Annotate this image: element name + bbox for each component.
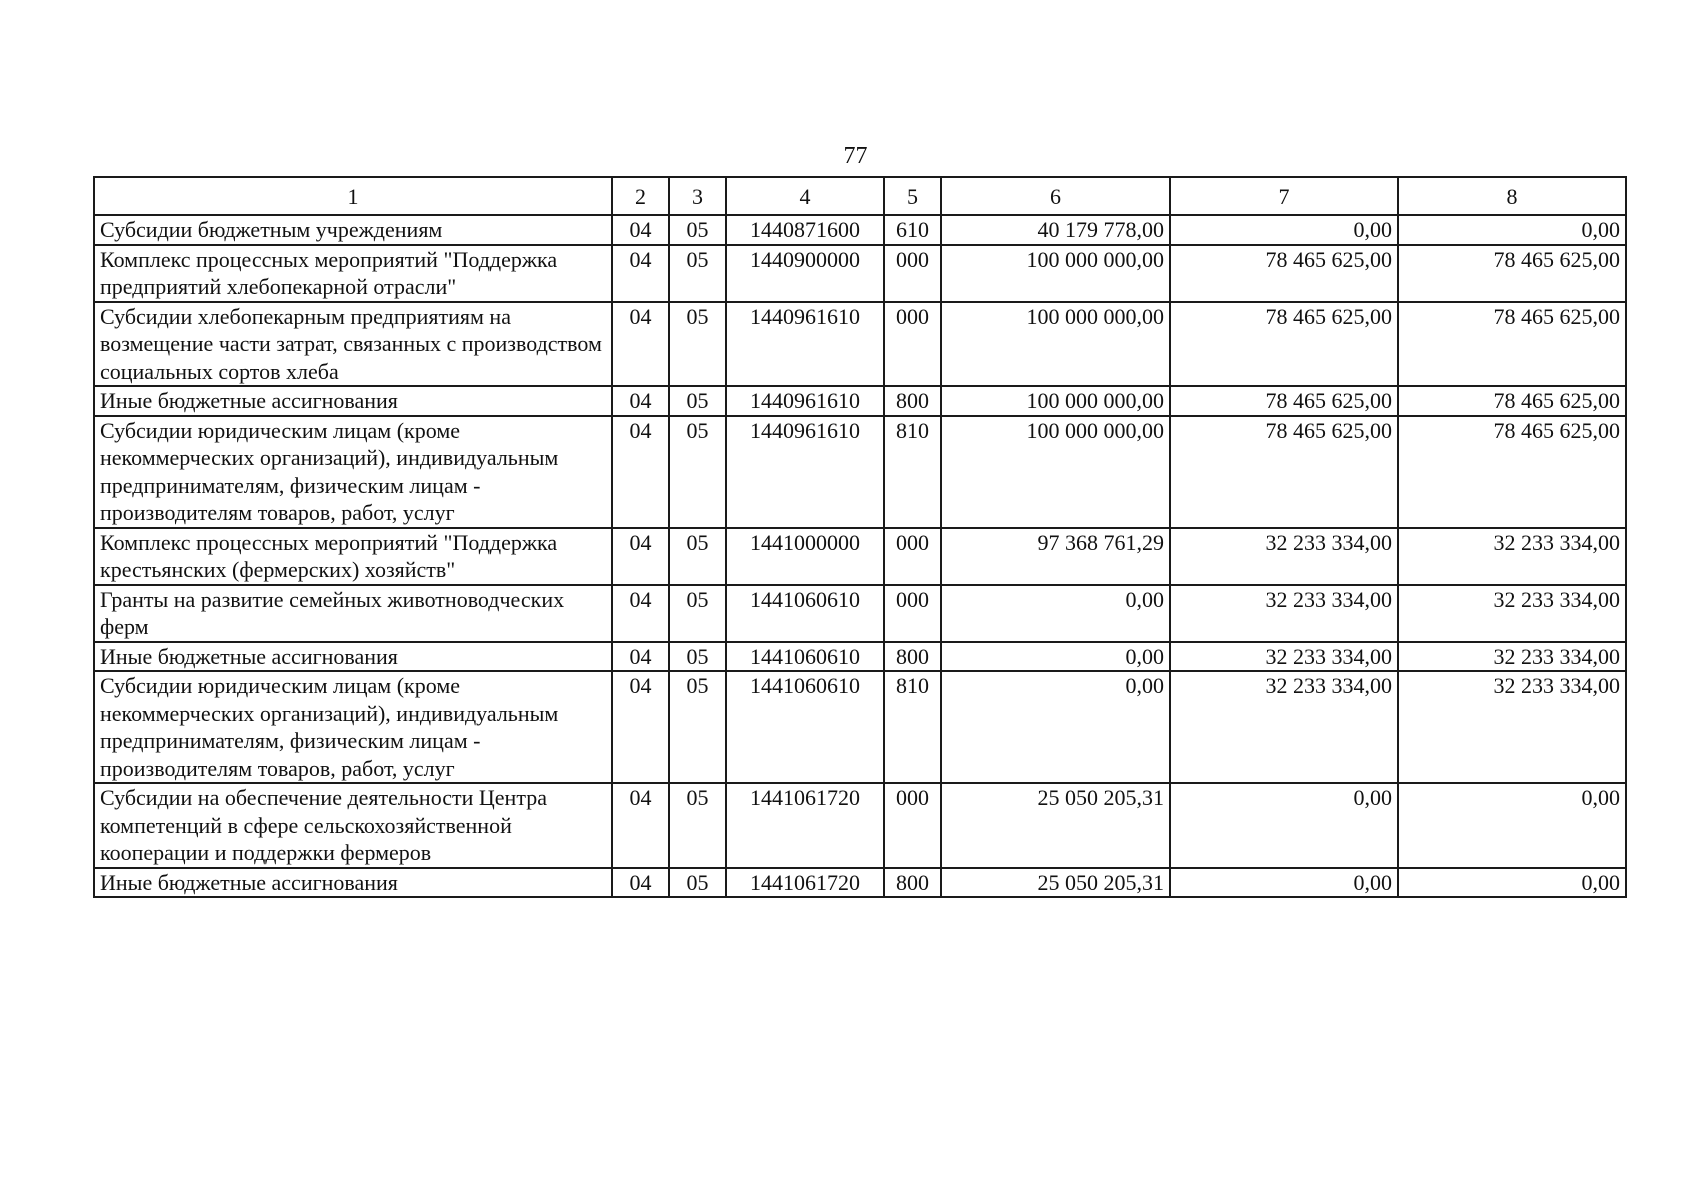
code-section: 04 bbox=[612, 215, 669, 245]
amount-col7: 78 465 625,00 bbox=[1170, 245, 1398, 302]
amount-col8: 0,00 bbox=[1398, 783, 1626, 868]
amount-col6: 100 000 000,00 bbox=[941, 302, 1170, 387]
code-target: 1440961610 bbox=[726, 302, 884, 387]
header-cell: 7 bbox=[1170, 177, 1398, 215]
header-cell: 8 bbox=[1398, 177, 1626, 215]
table-row bbox=[94, 386, 1626, 416]
amount-col6: 100 000 000,00 bbox=[941, 416, 1170, 528]
row-name: Иные бюджетные ассигнования bbox=[94, 386, 612, 416]
code-expense-type: 800 bbox=[884, 386, 941, 416]
code-section: 04 bbox=[612, 302, 669, 387]
table-row bbox=[94, 783, 1626, 868]
amount-col6: 40 179 778,00 bbox=[941, 215, 1170, 245]
amount-col7: 78 465 625,00 bbox=[1170, 416, 1398, 528]
amount-col8: 0,00 bbox=[1398, 215, 1626, 245]
code-subsection: 05 bbox=[669, 215, 726, 245]
table-row bbox=[94, 642, 1626, 672]
code-expense-type: 800 bbox=[884, 642, 941, 672]
header-cell: 2 bbox=[612, 177, 669, 215]
header-cell: 1 bbox=[94, 177, 612, 215]
code-section: 04 bbox=[612, 245, 669, 302]
table-row bbox=[94, 215, 1626, 245]
amount-col7: 32 233 334,00 bbox=[1170, 642, 1398, 672]
table-row bbox=[94, 245, 1626, 302]
code-target: 1441060610 bbox=[726, 585, 884, 642]
amount-col7: 0,00 bbox=[1170, 783, 1398, 868]
code-subsection: 05 bbox=[669, 386, 726, 416]
code-subsection: 05 bbox=[669, 302, 726, 387]
code-target: 1441061720 bbox=[726, 868, 884, 898]
amount-col7: 32 233 334,00 bbox=[1170, 671, 1398, 783]
code-target: 1441060610 bbox=[726, 642, 884, 672]
code-target: 1441000000 bbox=[726, 528, 884, 585]
code-section: 04 bbox=[612, 416, 669, 528]
amount-col6: 0,00 bbox=[941, 671, 1170, 783]
amount-col8: 32 233 334,00 bbox=[1398, 585, 1626, 642]
amount-col8: 32 233 334,00 bbox=[1398, 671, 1626, 783]
row-name: Субсидии на обеспечение деятельности Центра компетенций в сфере сельскохозяйственной кооперации и поддержки фермеров bbox=[94, 783, 612, 868]
amount-col6: 0,00 bbox=[941, 585, 1170, 642]
code-section: 04 bbox=[612, 783, 669, 868]
code-subsection: 05 bbox=[669, 642, 726, 672]
code-target: 1440871600 bbox=[726, 215, 884, 245]
row-name: Субсидии бюджетным учреждениям bbox=[94, 215, 612, 245]
table-row bbox=[94, 671, 1626, 783]
amount-col6: 25 050 205,31 bbox=[941, 868, 1170, 898]
code-target: 1440961610 bbox=[726, 416, 884, 528]
header-cell: 3 bbox=[669, 177, 726, 215]
code-subsection: 05 bbox=[669, 868, 726, 898]
code-expense-type: 800 bbox=[884, 868, 941, 898]
amount-col8: 32 233 334,00 bbox=[1398, 642, 1626, 672]
row-name: Субсидии юридическим лицам (кроме некоммерческих организаций), индивидуальным предпринимателям, физическим лицам - производителям товаров, работ, услуг bbox=[94, 416, 612, 528]
header-row bbox=[94, 177, 1626, 215]
code-target: 1440961610 bbox=[726, 386, 884, 416]
code-target: 1441060610 bbox=[726, 671, 884, 783]
code-expense-type: 610 bbox=[884, 215, 941, 245]
code-expense-type: 810 bbox=[884, 416, 941, 528]
amount-col6: 97 368 761,29 bbox=[941, 528, 1170, 585]
amount-col7: 0,00 bbox=[1170, 215, 1398, 245]
amount-col8: 32 233 334,00 bbox=[1398, 528, 1626, 585]
row-name: Гранты на развитие семейных животноводческих ферм bbox=[94, 585, 612, 642]
amount-col7: 0,00 bbox=[1170, 868, 1398, 898]
amount-col7: 32 233 334,00 bbox=[1170, 528, 1398, 585]
table-row bbox=[94, 868, 1626, 898]
code-expense-type: 810 bbox=[884, 671, 941, 783]
amount-col8: 78 465 625,00 bbox=[1398, 302, 1626, 387]
row-name: Комплекс процессных мероприятий "Поддержка предприятий хлебопекарной отрасли" bbox=[94, 245, 612, 302]
row-name: Иные бюджетные ассигнования bbox=[94, 642, 612, 672]
amount-col8: 78 465 625,00 bbox=[1398, 386, 1626, 416]
amount-col8: 0,00 bbox=[1398, 868, 1626, 898]
amount-col6: 0,00 bbox=[941, 642, 1170, 672]
code-expense-type: 000 bbox=[884, 585, 941, 642]
code-subsection: 05 bbox=[669, 585, 726, 642]
code-section: 04 bbox=[612, 868, 669, 898]
amount-col6: 25 050 205,31 bbox=[941, 783, 1170, 868]
amount-col6: 100 000 000,00 bbox=[941, 386, 1170, 416]
header-cell: 6 bbox=[941, 177, 1170, 215]
code-subsection: 05 bbox=[669, 528, 726, 585]
table-row bbox=[94, 585, 1626, 642]
code-subsection: 05 bbox=[669, 783, 726, 868]
code-subsection: 05 bbox=[669, 245, 726, 302]
code-subsection: 05 bbox=[669, 671, 726, 783]
amount-col7: 32 233 334,00 bbox=[1170, 585, 1398, 642]
amount-col8: 78 465 625,00 bbox=[1398, 416, 1626, 528]
code-target: 1441061720 bbox=[726, 783, 884, 868]
code-expense-type: 000 bbox=[884, 245, 941, 302]
header-cell: 5 bbox=[884, 177, 941, 215]
code-target: 1440900000 bbox=[726, 245, 884, 302]
code-expense-type: 000 bbox=[884, 528, 941, 585]
table-row bbox=[94, 416, 1626, 528]
header-cell: 4 bbox=[726, 177, 884, 215]
code-section: 04 bbox=[612, 386, 669, 416]
amount-col8: 78 465 625,00 bbox=[1398, 245, 1626, 302]
budget-table bbox=[93, 176, 1627, 898]
code-subsection: 05 bbox=[669, 416, 726, 528]
amount-col7: 78 465 625,00 bbox=[1170, 302, 1398, 387]
code-section: 04 bbox=[612, 585, 669, 642]
row-name: Иные бюджетные ассигнования bbox=[94, 868, 612, 898]
code-expense-type: 000 bbox=[884, 783, 941, 868]
code-section: 04 bbox=[612, 671, 669, 783]
code-section: 04 bbox=[612, 642, 669, 672]
code-section: 04 bbox=[612, 528, 669, 585]
amount-col6: 100 000 000,00 bbox=[941, 245, 1170, 302]
code-expense-type: 000 bbox=[884, 302, 941, 387]
table-row bbox=[94, 302, 1626, 387]
row-name: Комплекс процессных мероприятий "Поддержка крестьянских (фермерских) хозяйств" bbox=[94, 528, 612, 585]
amount-col7: 78 465 625,00 bbox=[1170, 386, 1398, 416]
row-name: Субсидии юридическим лицам (кроме некоммерческих организаций), индивидуальным предпринимателям, физическим лицам - производителям товаров, работ, услуг bbox=[94, 671, 612, 783]
row-name: Субсидии хлебопекарным предприятиям на возмещение части затрат, связанных с производством социальных сортов хлеба bbox=[94, 302, 612, 387]
page-number: 77 bbox=[843, 143, 868, 169]
table-row bbox=[94, 528, 1626, 585]
